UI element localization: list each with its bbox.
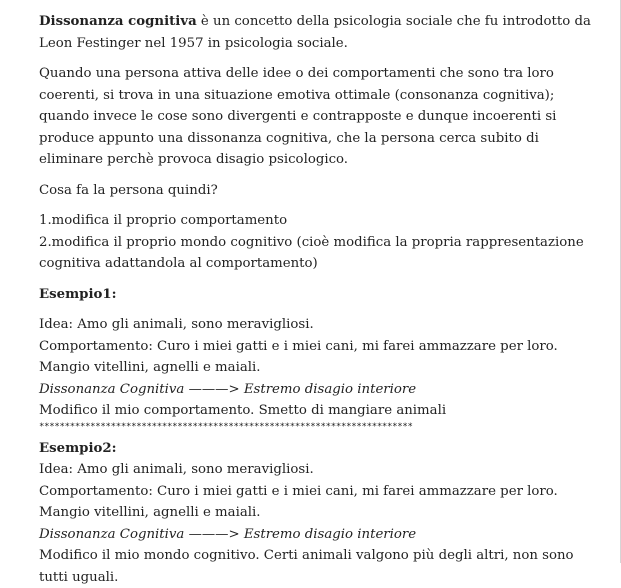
example2-title-text: Esempio2: bbox=[39, 440, 117, 456]
question-text: Cosa fa la persona quindi? bbox=[39, 182, 218, 198]
example1-title bbox=[39, 284, 600, 306]
example2-dissonance-right: Estremo disagio interiore bbox=[243, 526, 417, 542]
option-item-1: 1.modifica il proprio comportamento bbox=[39, 213, 288, 228]
example1-dissonance-left: Dissonanza Cognitiva bbox=[39, 381, 189, 397]
example1-dissonance-right: Estremo disagio interiore bbox=[243, 381, 417, 397]
intro-term: Dissonanza cognitiva bbox=[39, 14, 197, 29]
example1-resolution: Modifico il mio comportamento. Smetto di mangiare animali bbox=[39, 403, 447, 418]
intro-text: è un concetto della psicologia sociale che fu introdotto da Leon Festinger nel 1957 in psicologia sociale. bbox=[39, 14, 591, 51]
example1-idea: Idea: Amo gli animali, sono meravigliosi. bbox=[39, 317, 314, 332]
example1-behavior: Comportamento: Curo i miei gatti e i miei cani, mi farei ammazzare per loro. Mangio vitellini, agnelli e maiali. bbox=[39, 338, 558, 375]
explanation-paragraph: Quando una persona attiva delle idee o dei comportamenti che sono tra loro coerenti, si trova in una situazione emotiva ottimale (consonanza cognitiva); quando invece le cose sono divergenti e contrapposte e dunque incoerenti si produce appunto una dissonanza cognitiva, che la persona cerca subito di eliminare perchè provoca disagio psicologico. bbox=[39, 66, 557, 167]
arrow-icon: ———> bbox=[188, 526, 244, 542]
separator-stars: ************************************************************************* bbox=[39, 421, 413, 432]
example2-idea: Idea: Amo gli animali, sono meravigliosi. bbox=[39, 462, 314, 477]
example1-title-text: Esempio1: bbox=[39, 286, 117, 302]
example2-title bbox=[39, 438, 600, 460]
arrow-icon: ———> bbox=[188, 381, 244, 397]
option-item-2: 2.modifica il proprio mondo cognitivo (cioè modifica la propria rappresentazione cognitiva adattandola al comportamento) bbox=[39, 234, 584, 271]
example2-behavior: Comportamento: Curo i miei gatti e i miei cani, mi farei ammazzare per loro. Mangio vitellini, agnelli e maiali. bbox=[39, 483, 558, 520]
intro-paragraph bbox=[39, 11, 600, 54]
example2-resolution: Modifico il mio mondo cognitivo. Certi animali valgono più degli altri, non sono tutti uguali. bbox=[39, 548, 574, 585]
example2-dissonance bbox=[39, 524, 600, 546]
example2-dissonance-left: Dissonanza Cognitiva bbox=[39, 526, 189, 542]
example1-dissonance bbox=[39, 379, 600, 401]
